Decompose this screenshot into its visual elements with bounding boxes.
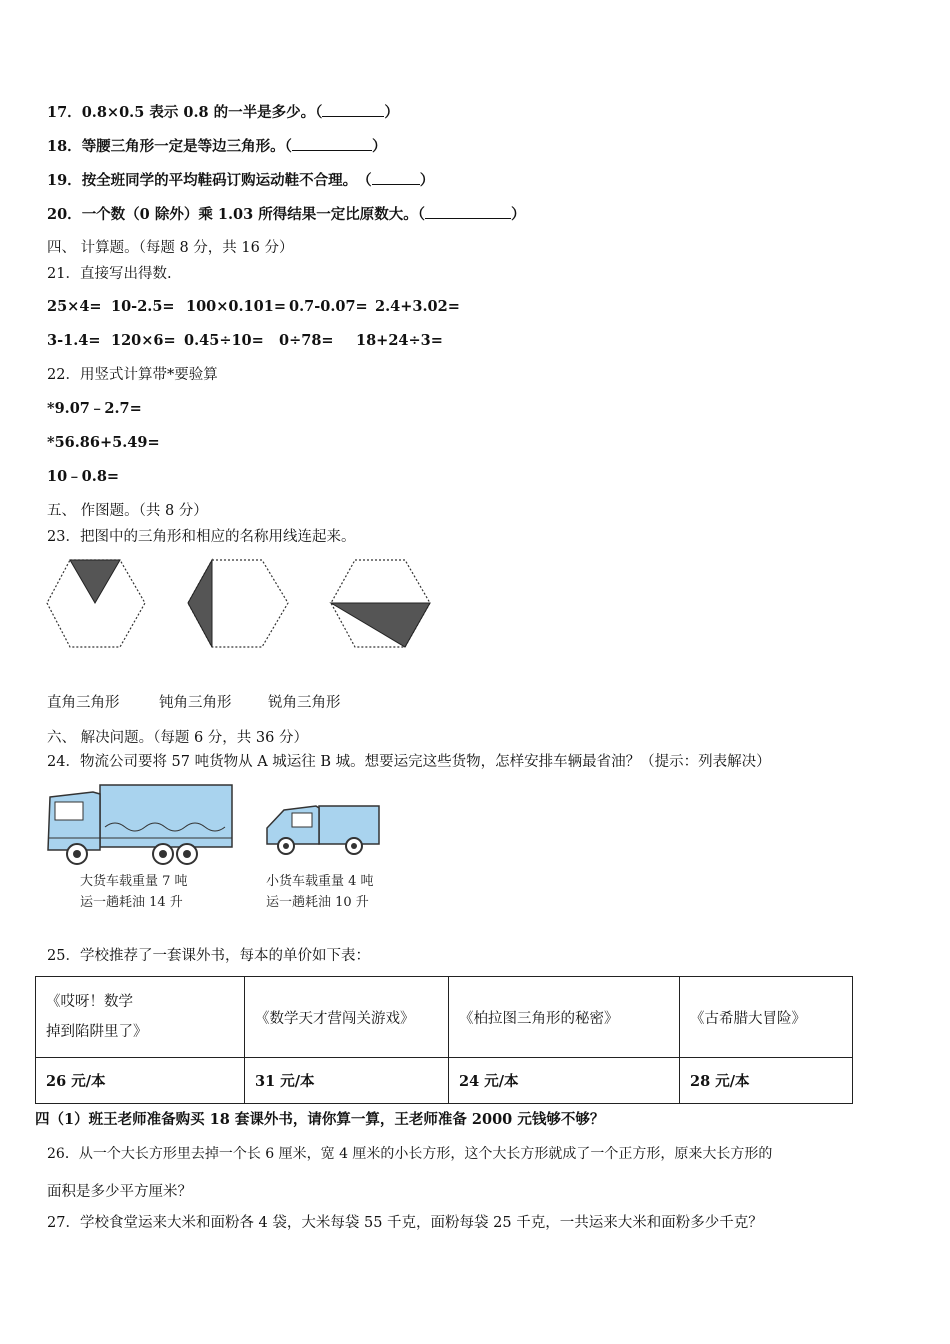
vertical-calc-2: *56.86+5.49= bbox=[47, 434, 160, 451]
section5-heading: 五、 作图题。（共 8 分） bbox=[47, 503, 208, 519]
answer-blank[interactable] bbox=[322, 102, 384, 117]
table-cell: 24 元/本 bbox=[449, 1058, 680, 1104]
question-21: 21．直接写出得数. bbox=[47, 266, 172, 282]
vertical-calc-1: *9.07﹣2.7= bbox=[47, 400, 142, 417]
calc-item: 18+24÷3= bbox=[356, 332, 443, 349]
question-22: 22．用竖式计算带*要验算 bbox=[47, 367, 218, 383]
name-right-triangle[interactable]: 直角三角形 bbox=[47, 695, 120, 711]
calc-item: 120×6= bbox=[111, 332, 176, 349]
table-cell: 28 元/本 bbox=[680, 1058, 853, 1104]
calc-row-2 bbox=[47, 331, 443, 351]
question-26-line2: 面积是多少平方厘米？ bbox=[47, 1184, 192, 1200]
triangle-names bbox=[47, 693, 341, 713]
small-truck-illustration bbox=[264, 798, 384, 858]
name-acute-triangle[interactable]: 锐角三角形 bbox=[268, 695, 341, 711]
table-cell: 《古希腊大冒险》 bbox=[680, 977, 853, 1058]
section6-heading: 六、 解决问题。（每题 6 分，共 36 分） bbox=[47, 730, 308, 746]
calc-item: 0÷78= bbox=[279, 332, 334, 349]
big-truck-illustration bbox=[45, 782, 240, 867]
hexagon-obtuse-figure bbox=[331, 560, 430, 647]
answer-blank[interactable] bbox=[425, 204, 511, 219]
big-truck-caption: 大货车载重量 7 吨 运一趟耗油 14 升 bbox=[80, 874, 188, 910]
hexagon-acute-figure bbox=[47, 560, 145, 647]
calc-item: 100×0.101= bbox=[186, 298, 286, 315]
table-cell: 《数学天才营闯关游戏》 bbox=[245, 977, 449, 1058]
small-truck-caption: 小货车载重量 4 吨 运一趟耗油 10 升 bbox=[266, 874, 374, 910]
question-18: 18．等腰三角形一定是等边三角形。（ ） bbox=[47, 138, 387, 155]
table-cell: 《柏拉图三角形的秘密》 bbox=[449, 977, 680, 1058]
calc-item: 0.7-0.07= bbox=[289, 298, 368, 315]
question-26-line1: 26．从一个大长方形里去掉一个长 6 厘米，宽 4 厘米的小长方形，这个大长方形就成了一个正方形，原来大长方形的 bbox=[47, 1146, 773, 1162]
calc-item: 2.4+3.02= bbox=[375, 298, 460, 315]
name-obtuse-triangle[interactable]: 钝角三角形 bbox=[159, 695, 232, 711]
question-25-text: 四（1）班王老师准备购买 18 套课外书，请你算一算，王老师准备 2000 元钱够不够？ bbox=[35, 1111, 605, 1128]
question-24: 24．物流公司要将 57 吨货物从 A 城运往 B 城。想要运完这些货物，怎样安排车辆最省油？（提示：列表解决） bbox=[47, 754, 771, 770]
question-23: 23．把图中的三角形和相应的名称用线连起来。 bbox=[47, 529, 356, 545]
table-row bbox=[36, 977, 853, 1058]
table-row bbox=[36, 1058, 853, 1104]
answer-blank[interactable] bbox=[372, 170, 420, 185]
calc-row-1 bbox=[47, 297, 460, 317]
answer-blank[interactable] bbox=[292, 136, 372, 151]
calc-item: 10-2.5= bbox=[111, 298, 175, 315]
table-cell: 《哎呀！数学 掉到陷阱里了》 bbox=[36, 977, 245, 1058]
section4-heading: 四、 计算题。（每题 8 分，共 16 分） bbox=[47, 240, 294, 256]
question-20: 20．一个数（0 除外）乘 1.03 所得结果一定比原数大。（ ） bbox=[47, 206, 526, 223]
book-price-table bbox=[35, 976, 853, 1104]
question-27: 27．学校食堂运来大米和面粉各 4 袋，大米每袋 55 千克，面粉每袋 25 千克，一共运来大米和面粉多少千克？ bbox=[47, 1215, 763, 1231]
question-17: 17．0.8×0.5 表示 0.8 的一半是多少。（ ） bbox=[47, 104, 399, 121]
question-19: 19．按全班同学的平均鞋码订购运动鞋不合理。 （ ） bbox=[47, 172, 435, 189]
calc-item: 25×4= bbox=[47, 298, 102, 315]
calc-item: 3-1.4= bbox=[47, 332, 101, 349]
hexagon-figures bbox=[40, 555, 440, 655]
calc-item: 0.45÷10= bbox=[184, 332, 264, 349]
table-cell: 26 元/本 bbox=[36, 1058, 245, 1104]
table-cell: 31 元/本 bbox=[245, 1058, 449, 1104]
vertical-calc-3: 10﹣0.8= bbox=[47, 468, 120, 485]
question-25: 25．学校推荐了一套课外书，每本的单价如下表： bbox=[47, 948, 370, 964]
hexagon-right-figure bbox=[188, 560, 288, 647]
